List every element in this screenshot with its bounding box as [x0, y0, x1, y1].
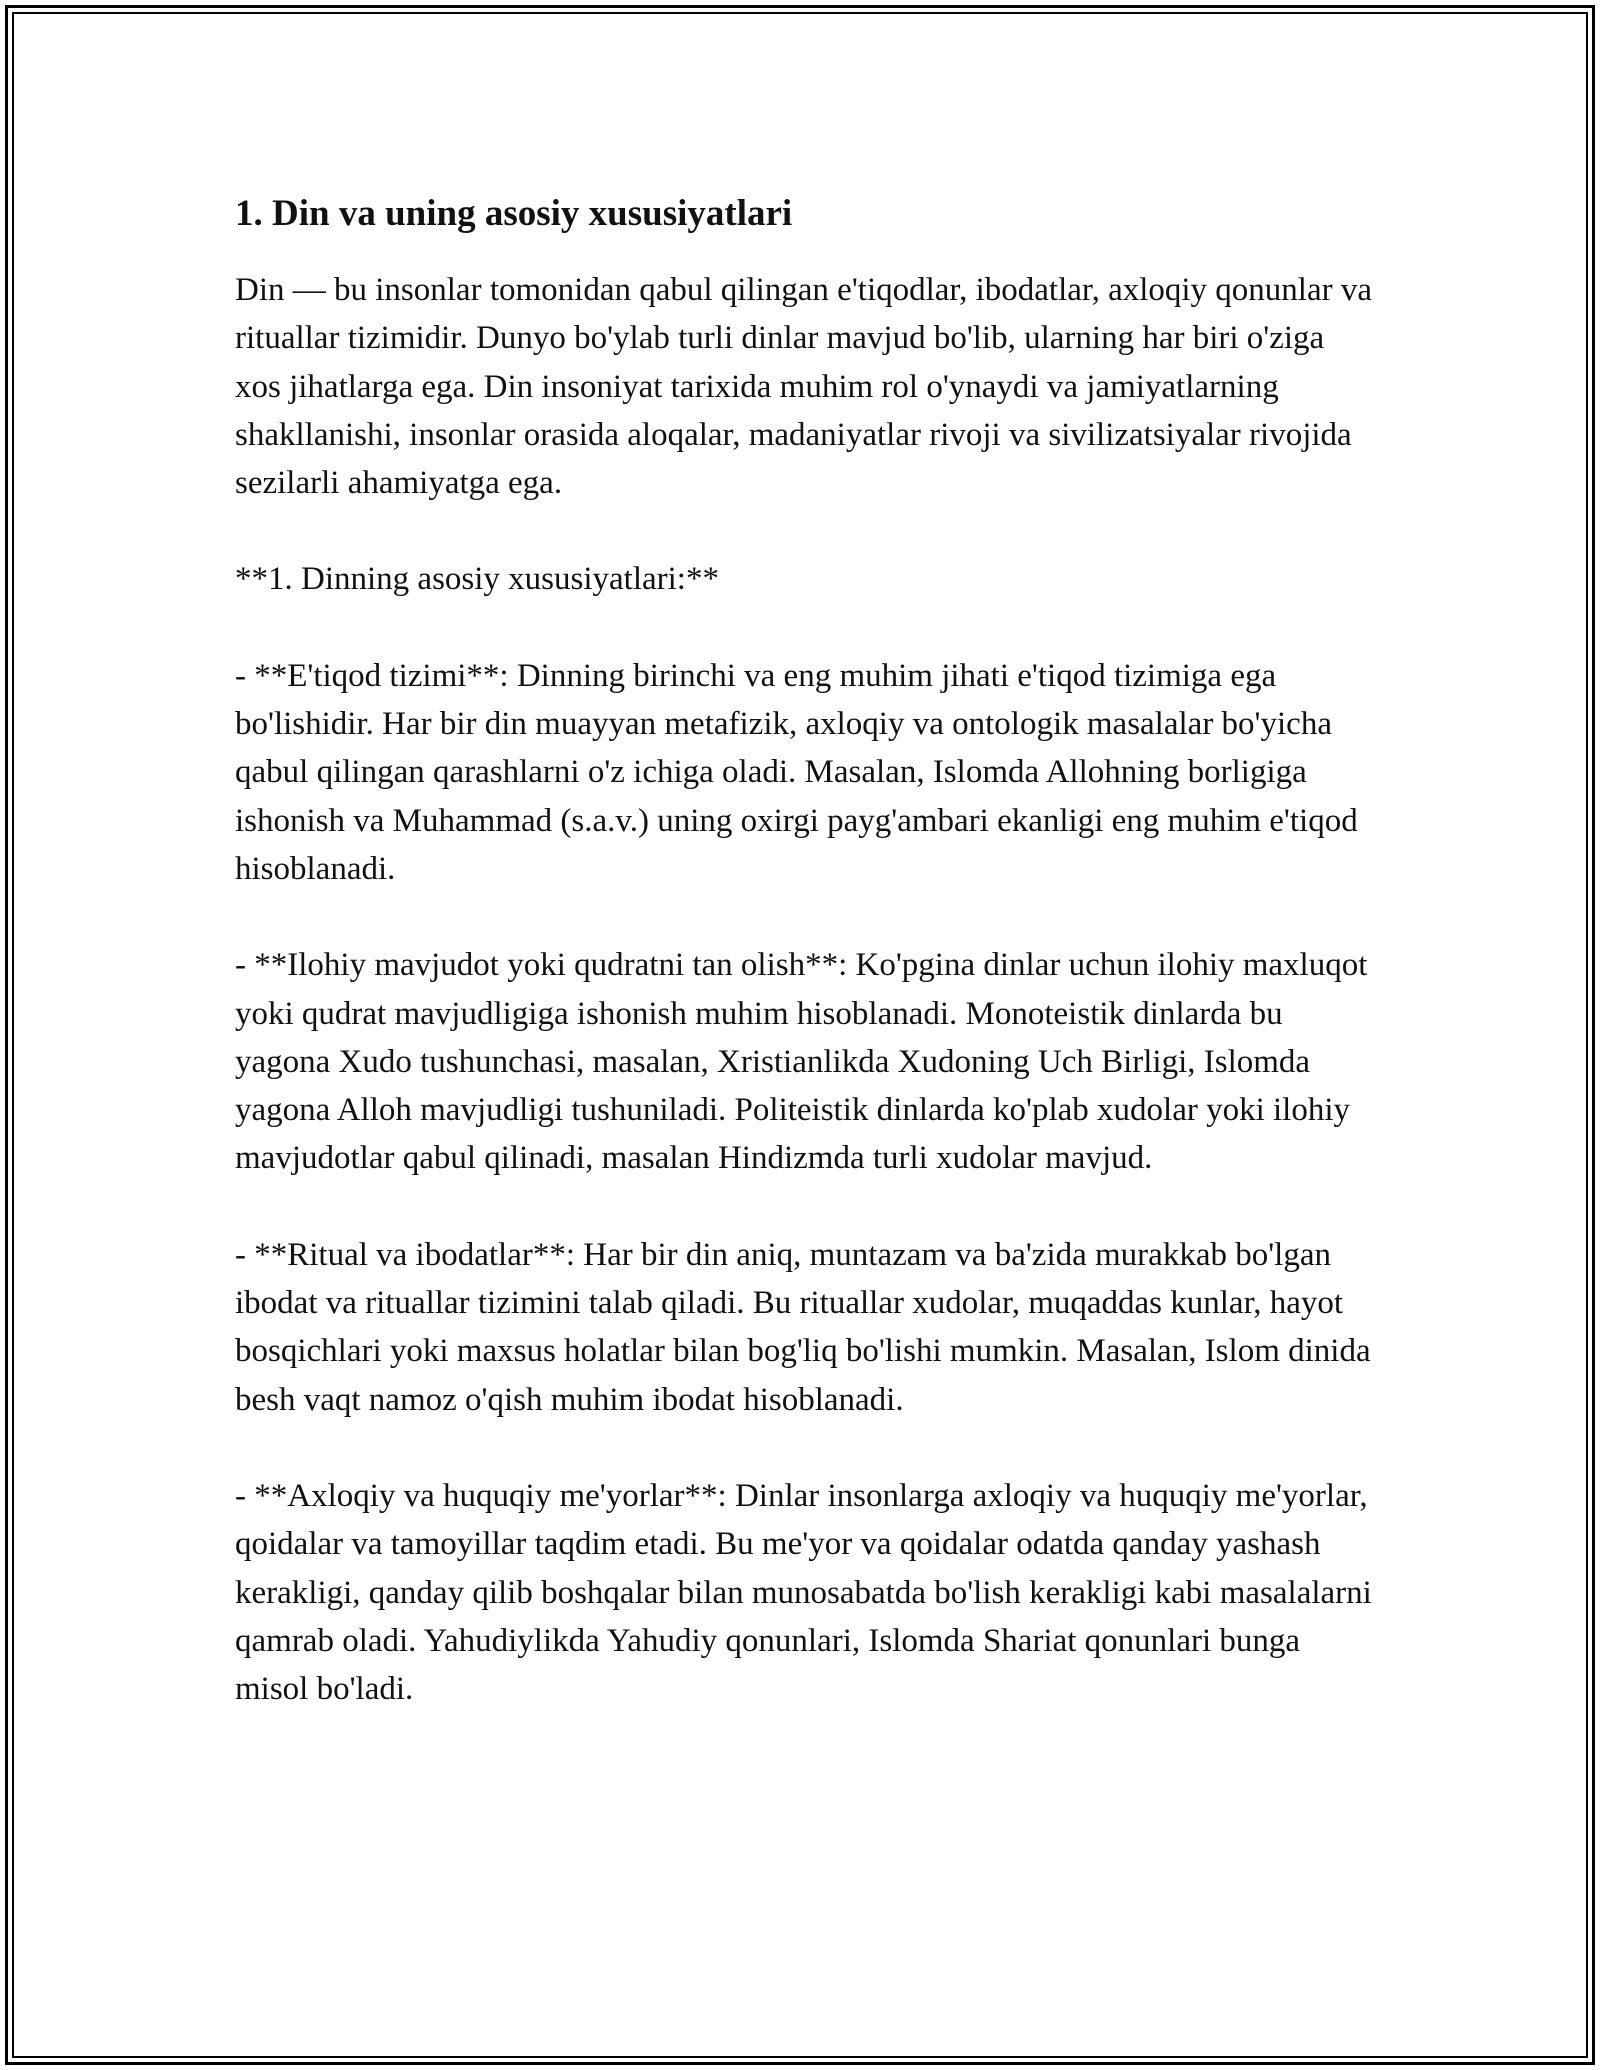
document-body: [235, 190, 1375, 1761]
list-item-axloqiy-huquqiy: - **Axloqiy va huquqiy me'yorlar**: Dinlar insonlarga axloqiy va huquqiy me'yorlar, qoidalar va tamoyillar taqdim etadi. Bu me'yor va qoidalar odatda qanday yashash kerakligi, qanday qilib boshqalar bilan munosabatda bo'lish kerakligi kabi masalalarni qamrab oladi. Yahudiylikda Yahudiy qonunlari, Islomda Shariat qonunlari bunga misol bo'ladi.: [235, 1477, 1372, 1708]
list-item-ritual-ibodatlar: - **Ritual va ibodatlar**: Har bir din aniq, muntazam va ba'zida murakkab bo'lgan ibodat va rituallar tizimini talab qiladi. Bu rituallar xudolar, muqaddas kunlar, hayot bosqichlari yoki maxsus holatlar bilan bog'liq bo'lishi mumkin. Masalan, Islom dinida besh vaqt namoz o'qish muhim ibodat hisoblanadi.: [235, 1236, 1371, 1418]
document-title: 1. Din va uning asosiy xususiyatlari: [235, 193, 793, 234]
section-heading: **1. Dinning asosiy xususiyatlari:**: [235, 561, 719, 598]
list-item-ilohiy-mavjudot: - **Ilohiy mavjudot yoki qudratni tan olish**: Ko'pgina dinlar uchun ilohiy maxluqot yoki qudrat mavjudligiga ishonish muhim hisoblanadi. Monoteistik dinlarda bu yagona Xudo tushunchasi, masalan, Xristianlikda Xudoning Uch Birligi, Islomda yagona Alloh mavjudligi tushuniladi. Politeistik dinlarda ko'plab xudolar yoki ilohiy mavjudotlar qabul qilinadi, masalan Hindizmda turli xudolar mavjud.: [235, 947, 1368, 1177]
intro-paragraph: Din — bu insonlar tomonidan qabul qilingan e'tiqodlar, ibodatlar, axloqiy qonunlar va rituallar tizimidir. Dunyo bo'ylab turli dinlar mavjud bo'lib, ularning har biri o'ziga xos jihatlarga ega. Din insoniyat tarixida muhim rol o'ynaydi va jamiyatlarning shakllanishi, insonlar orasida aloqalar, madaniyatlar rivoji va sivilizatsiyalar rivojida sezilarli ahamiyatga ega.: [235, 272, 1373, 502]
list-item-etiqod-tizimi: - **E'tiqod tizimi**: Dinning birinchi va eng muhim jihati e'tiqod tizimiga ega bo'lishidir. Har bir din muayyan metafizik, axloqiy va ontologik masalalar bo'yicha qabul qilingan qarashlarni o'z ichiga oladi. Masalan, Islomda Allohning borligiga ishonish va Muhammad (s.a.v.) uning oxirgi payg'ambari ekanligi eng muhim e'tiqod hisoblanadi.: [235, 657, 1358, 887]
